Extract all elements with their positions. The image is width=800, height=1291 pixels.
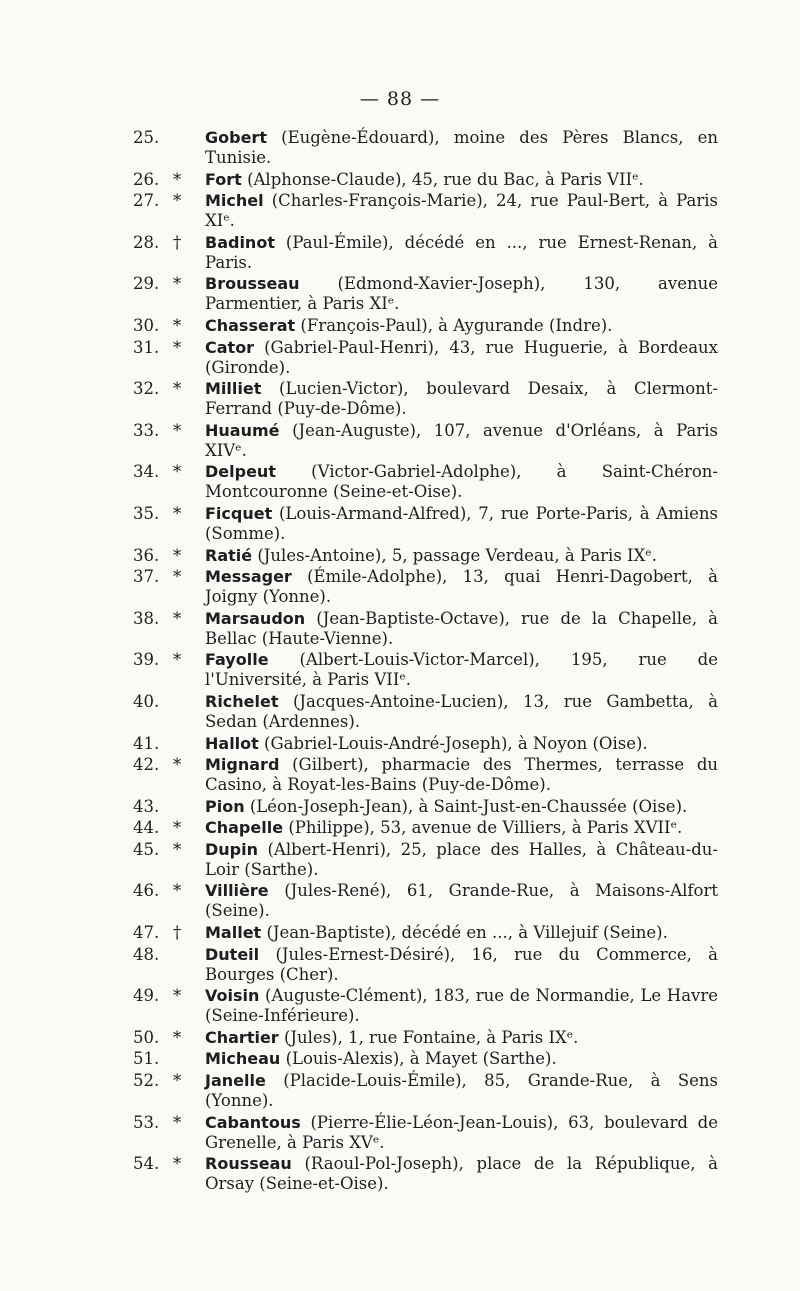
asterisk-mark: * [173, 1027, 182, 1047]
list-item [133, 881, 718, 921]
member-details: (Jacques-Antoine-Lucien), 13, rue Gambetta, à Sedan (Ardennes). [205, 691, 719, 731]
list-item [133, 818, 718, 838]
member-details: (Edmond-Xavier-Joseph), 130, avenue Parmentier, à Paris XIᵉ. [205, 274, 718, 314]
member-name: Messager [205, 567, 292, 587]
list-item [133, 546, 718, 566]
page-number: — 88 — [359, 88, 441, 110]
member-details: (Jules-René), 61, Grande-Rue, à Maisons-Alfort (Seine). [205, 881, 718, 921]
member-details: (Émile-Adolphe), 13, quai Henri-Dagobert, à Joigny (Yonne). [205, 567, 718, 607]
member-details: (Gabriel-Paul-Henri), 43, rue Huguerie, à Bordeaux (Gironde). [205, 337, 718, 377]
member-details: (Gabriel-Louis-André-Joseph), à Noyon (Oise). [264, 733, 648, 753]
member-details: (Jules-Ernest-Désiré), 16, rue du Commerce, à Bourges (Cher). [205, 944, 719, 984]
member-name: Ficquet [205, 503, 273, 523]
entry-number: 31. [133, 337, 160, 357]
member-name: Milliet [205, 379, 262, 399]
member-name: Richelet [205, 691, 279, 711]
member-details: (Léon-Joseph-Jean), à Saint-Just-en-Chaussée (Oise). [249, 796, 688, 816]
entry-number: 45. [133, 839, 160, 859]
member-details: (Gilbert), pharmacie des Thermes, terrasse du Casino, à Royat-les-Bains (Puy-de-Dôme). [205, 755, 719, 795]
member-name: Chapelle [205, 818, 284, 838]
entry-number: 53. [133, 1112, 160, 1132]
entry-number: 37. [133, 567, 160, 587]
member-name: Badinot [205, 232, 275, 252]
asterisk-mark: * [173, 545, 182, 565]
member-name: Villière [205, 881, 269, 901]
member-name: Marsaudon [205, 608, 306, 628]
member-name: Micheau [205, 1049, 281, 1069]
asterisk-mark: * [173, 839, 182, 859]
list-item [133, 923, 718, 943]
list-item [133, 316, 718, 336]
entry-number: 52. [133, 1071, 160, 1091]
asterisk-mark: * [173, 315, 182, 335]
member-details: (Pierre-Élie-Léon-Jean-Louis), 63, boulevard de Grenelle, à Paris XVᵉ. [205, 1112, 718, 1152]
list-item [133, 191, 718, 231]
list-item [133, 338, 718, 378]
member-details: (Placide-Louis-Émile), 85, Grande-Rue, à Sens (Yonne). [205, 1071, 718, 1111]
member-name: Chasserat [205, 315, 296, 335]
asterisk-mark: * [173, 337, 182, 357]
member-details: (Jules), 1, rue Fontaine, à Paris IXᵉ. [283, 1027, 579, 1047]
entry-number: 49. [133, 986, 160, 1006]
member-name: Voisin [205, 986, 260, 1006]
list-item [133, 421, 718, 461]
member-name: Cator [205, 337, 255, 357]
member-name: Gobert [205, 128, 267, 147]
member-name: Rousseau [205, 1154, 292, 1174]
list-item [133, 1113, 718, 1153]
entry-number: 46. [133, 881, 160, 901]
member-name: Brousseau [205, 274, 300, 294]
entry-number: 43. [133, 796, 160, 816]
asterisk-mark: * [173, 881, 182, 901]
list-item [133, 755, 718, 795]
entry-number: 26. [133, 169, 160, 189]
list-item [133, 609, 718, 649]
deceased-mark: † [173, 232, 182, 252]
entry-number: 44. [133, 818, 160, 838]
list-item [133, 650, 718, 690]
list-item [133, 840, 718, 880]
member-name: Delpeut [205, 462, 276, 482]
deceased-mark: † [173, 923, 182, 943]
entry-number: 34. [133, 462, 160, 482]
entry-number: 42. [133, 755, 160, 775]
asterisk-mark: * [173, 986, 182, 1006]
list-item [133, 462, 718, 502]
member-details: (Paul-Émile), décédé en ..., rue Ernest-Renan, à Paris. [205, 232, 718, 272]
member-name: Michel [205, 191, 264, 211]
entry-number: 30. [133, 315, 160, 335]
member-details: (Jean-Baptiste-Octave), rue de la Chapelle, à Bellac (Haute-Vienne). [205, 608, 719, 648]
member-details: (Albert-Louis-Victor-Marcel), 195, rue de l'Université, à Paris VIIᵉ. [205, 650, 718, 690]
entry-number: 51. [133, 1049, 160, 1069]
entry-number: 48. [133, 944, 160, 964]
entry-number: 41. [133, 733, 160, 753]
entry-number: 47. [133, 923, 160, 943]
entry-number: 29. [133, 274, 160, 294]
entry-number: 38. [133, 608, 160, 628]
list-item [133, 233, 718, 273]
entry-number: 40. [133, 691, 160, 711]
member-details: (Jules-Antoine), 5, passage Verdeau, à Paris IXᵉ. [257, 545, 657, 565]
member-name: Cabantous [205, 1112, 301, 1132]
member-details: (Charles-François-Marie), 24, rue Paul-Bert, à Paris XIᵉ. [205, 191, 718, 231]
list-item [133, 797, 718, 817]
member-details: (Raoul-Pol-Joseph), place de la République, à Orsay (Seine-et-Oise). [205, 1154, 718, 1194]
asterisk-mark: * [173, 567, 182, 587]
member-name: Dupin [205, 839, 258, 859]
entry-number: 27. [133, 191, 160, 211]
asterisk-mark: * [173, 274, 182, 294]
member-details: (Jean-Baptiste), décédé en ..., à Villejuif (Seine). [266, 923, 668, 943]
asterisk-mark: * [173, 191, 182, 211]
list-item [133, 1154, 718, 1194]
member-details: (Louis-Alexis), à Mayet (Sarthe). [285, 1049, 557, 1069]
member-details: (Louis-Armand-Alfred), 7, rue Porte-Paris, à Amiens (Somme). [205, 503, 718, 543]
asterisk-mark: * [173, 1112, 182, 1132]
member-list [133, 128, 718, 1196]
member-name: Janelle [205, 1071, 266, 1091]
list-item [133, 170, 718, 190]
asterisk-mark: * [173, 650, 182, 670]
member-details: (Philippe), 53, avenue de Villiers, à Paris XVIIᵉ. [288, 818, 683, 838]
asterisk-mark: * [173, 379, 182, 399]
entry-number: 35. [133, 503, 160, 523]
list-item [133, 1071, 718, 1111]
entry-number: 33. [133, 420, 160, 440]
entry-number: 39. [133, 650, 160, 670]
asterisk-mark: * [173, 420, 182, 440]
member-name: Hallot [205, 733, 259, 753]
list-item [133, 1049, 718, 1069]
member-details: (Jean-Auguste), 107, avenue d'Orléans, à Paris XIVᵉ. [205, 420, 719, 460]
member-details: (Albert-Henri), 25, place des Halles, à Château-du-Loir (Sarthe). [205, 839, 719, 879]
list-item [133, 945, 718, 985]
list-item [133, 986, 718, 1026]
asterisk-mark: * [173, 755, 182, 775]
asterisk-mark: * [173, 818, 182, 838]
asterisk-mark: * [173, 1154, 182, 1174]
member-name: Ratié [205, 545, 253, 565]
asterisk-mark: * [173, 503, 182, 523]
member-name: Chartier [205, 1027, 279, 1047]
member-name: Huaumé [205, 420, 280, 440]
list-item [133, 504, 718, 544]
member-name: Mignard [205, 755, 280, 775]
entry-number: 28. [133, 232, 160, 252]
member-details: (Alphonse-Claude), 45, rue du Bac, à Paris VIIᵉ. [247, 169, 644, 189]
entry-number: 36. [133, 545, 160, 565]
list-item [133, 274, 718, 314]
asterisk-mark: * [173, 1071, 182, 1091]
member-name: Fort [205, 169, 242, 189]
member-name: Fayolle [205, 650, 269, 670]
list-item [133, 1028, 718, 1048]
entry-number: 50. [133, 1027, 160, 1047]
member-name: Mallet [205, 923, 262, 943]
asterisk-mark: * [173, 169, 182, 189]
entry-number: 54. [133, 1154, 160, 1174]
list-item [133, 128, 718, 168]
member-name: Pion [205, 796, 245, 816]
member-details: (Victor-Gabriel-Adolphe), à Saint-Chéron-Montcouronne (Seine-et-Oise). [205, 462, 718, 502]
list-item [133, 567, 718, 607]
entry-number: 32. [133, 379, 160, 399]
member-details: (François-Paul), à Aygurande (Indre). [300, 315, 613, 335]
member-details: (Eugène-Édouard), moine des Pères Blancs, en Tunisie. [205, 128, 718, 167]
list-item [133, 379, 718, 419]
member-name: Duteil [205, 944, 260, 964]
member-details: (Lucien-Victor), boulevard Desaix, à Clermont-Ferrand (Puy-de-Dôme). [205, 379, 718, 419]
member-details: (Auguste-Clément), 183, rue de Normandie, Le Havre (Seine-Inférieure). [205, 986, 719, 1026]
entry-number: 25. [133, 128, 160, 147]
asterisk-mark: * [173, 462, 182, 482]
asterisk-mark: * [173, 608, 182, 628]
list-item [133, 692, 718, 732]
list-item [133, 734, 718, 754]
